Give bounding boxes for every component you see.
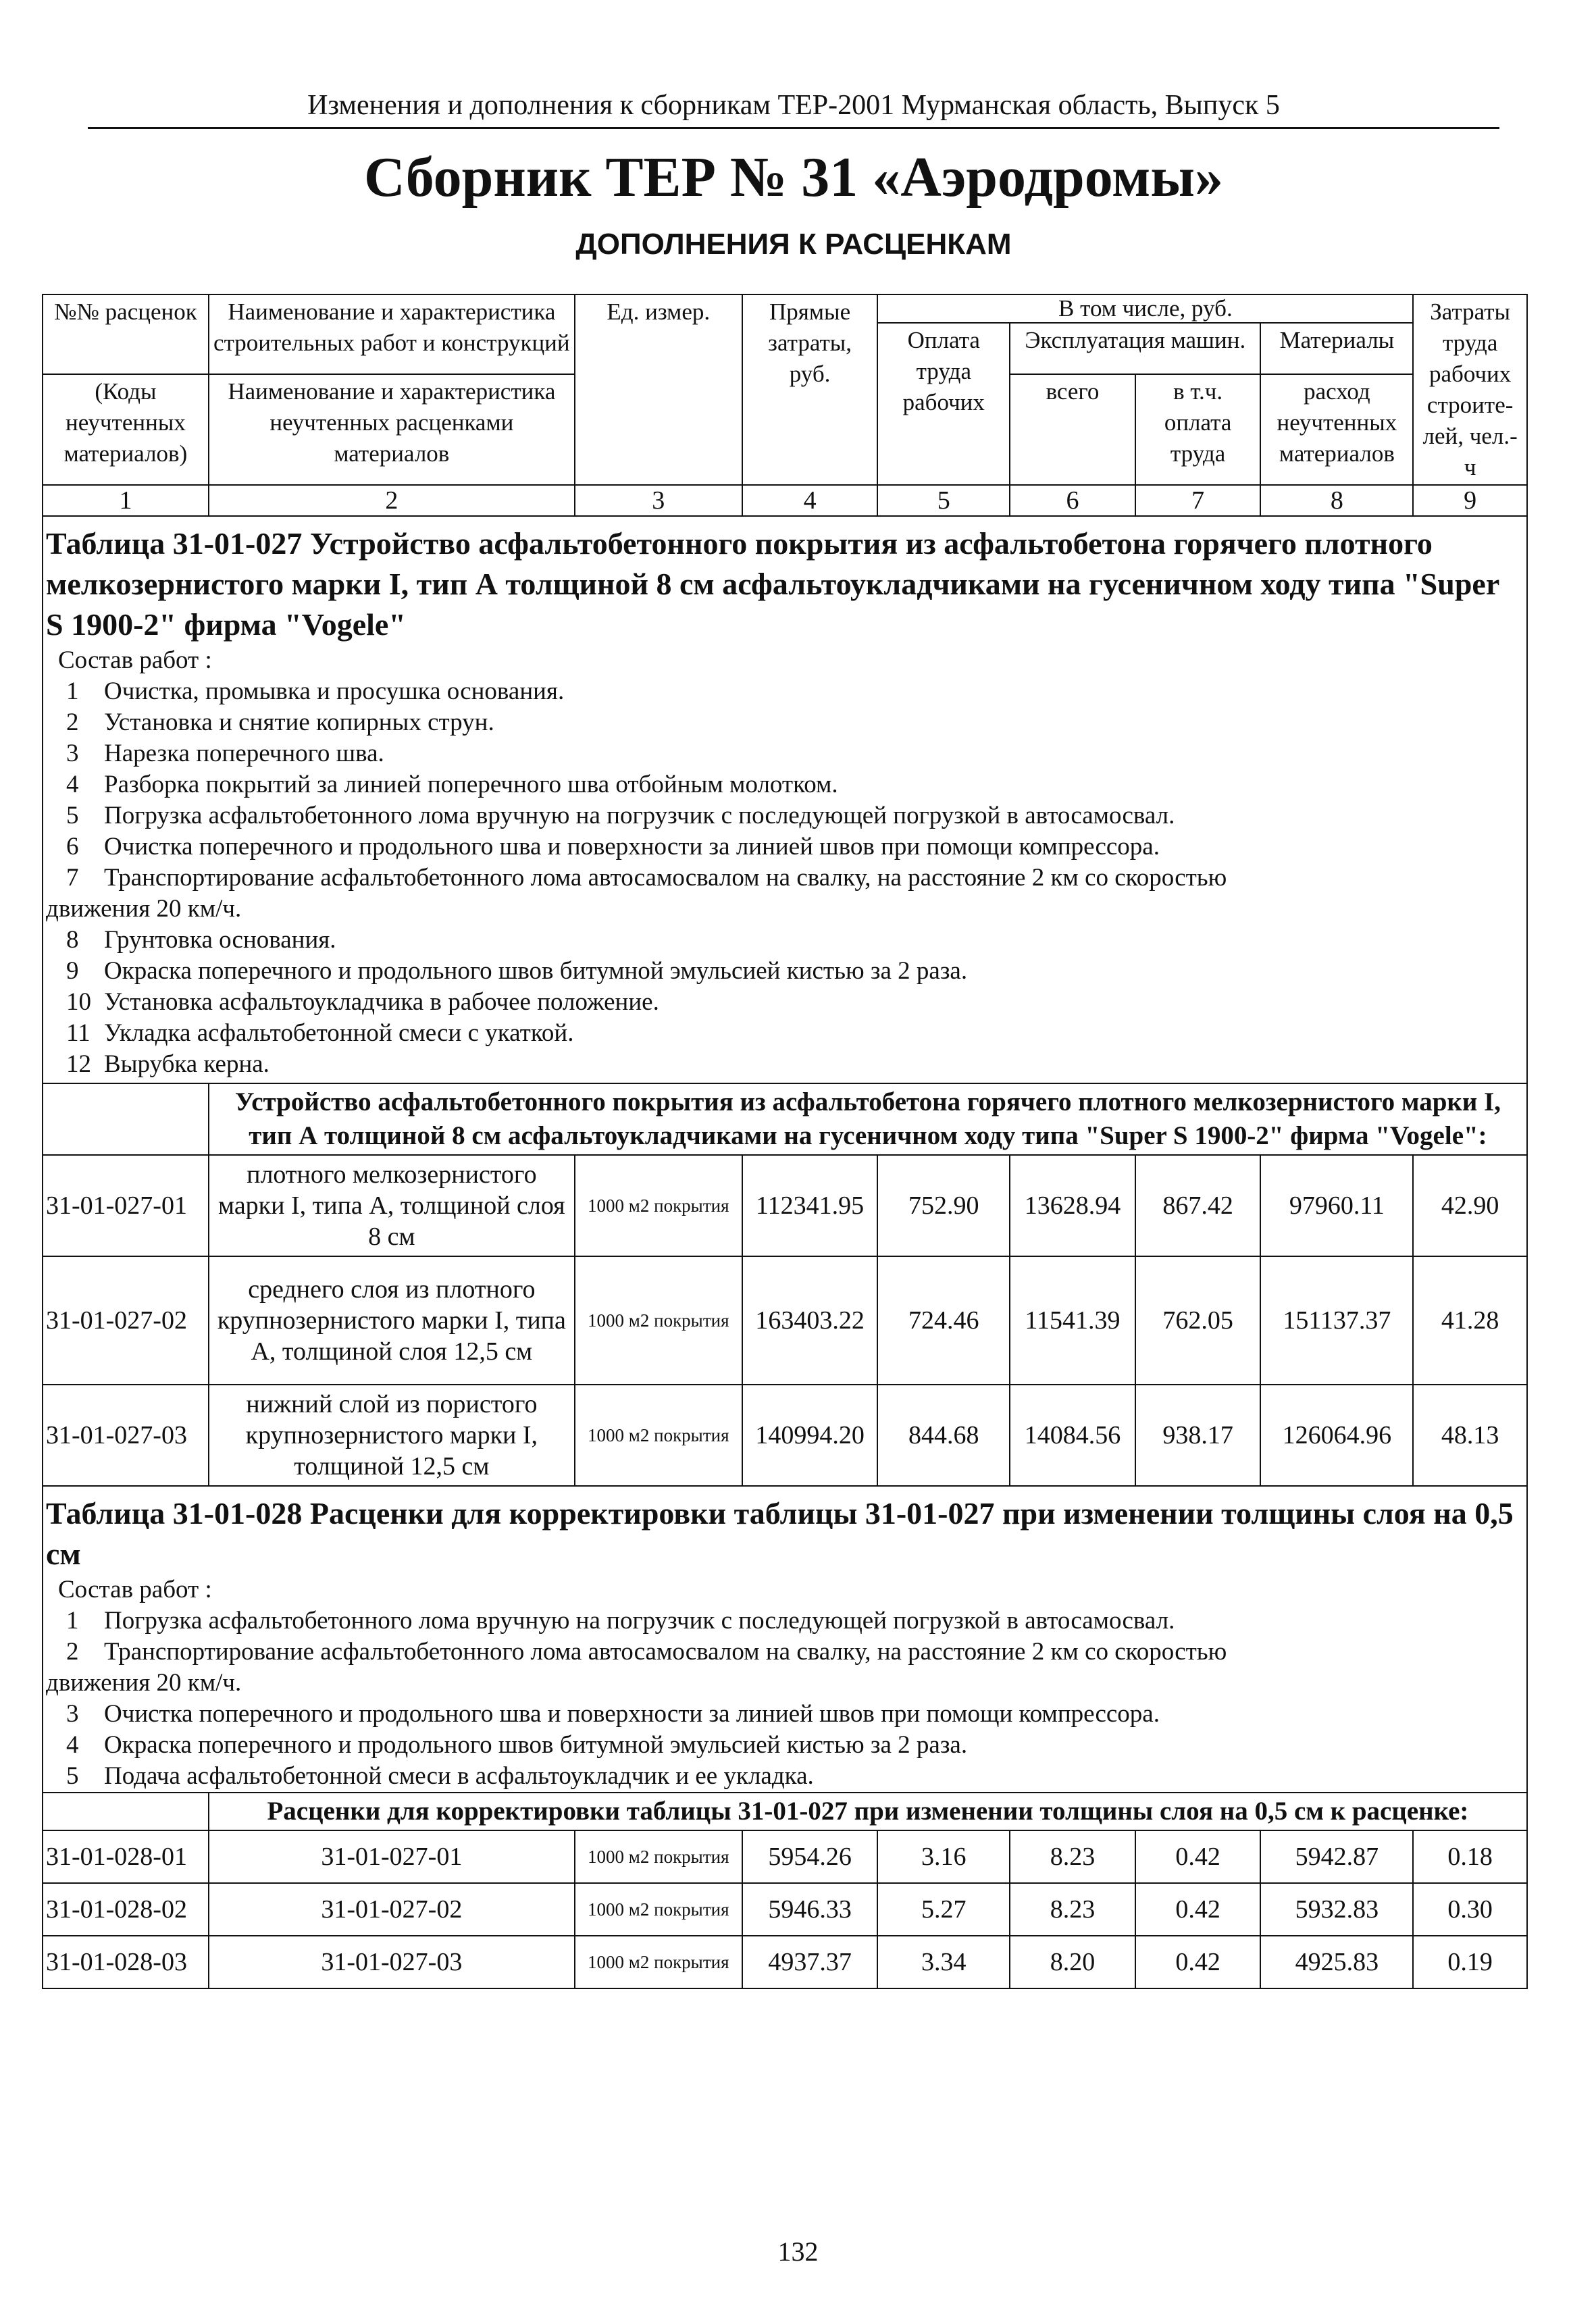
col-code-sub-header: (Коды неучтенных материалов) [43,374,209,485]
col-code-header: №№ расценок [43,294,209,374]
work-item: 1 Погрузка асфальтобетонного лома вручную на погрузчик с последующей погрузкой в автосамосвал. [66,1607,1175,1635]
work-item: 6 Очистка поперечного и продольного шва и поверхности за линией швов при помощи компрессора. [66,833,1160,860]
table-row: 31-01-027-02 среднего слоя из плотного крупнозернистого марки I, типа А, толщиной слоя 12,5 см 1000 м2 покрытия 163403.22 724.46 11541.39 762.05 151137.37 41.28 [43,1256,1527,1385]
table-row: 31-01-027-01 плотного мелкозернистого марки I, типа А, толщиной слоя 8 см 1000 м2 покрытия 112341.95 752.90 13628.94 867.42 97960.11 42.90 [43,1155,1527,1256]
table2-works-label: Состав работ : [58,1576,212,1603]
work-item: 3 Очистка поперечного и продольного шва и поверхности за линией швов при помощи компрессора. [66,1700,1160,1728]
work-item: 5 Погрузка асфальтобетонного лома вручную на погрузчик с последующей погрузкой в автосамосвал. [66,802,1175,829]
col-number: 9 [1413,485,1527,516]
col-name-header: Наименование и характеристика строительных работ и конструкций [209,294,575,374]
col-number: 5 [877,485,1010,516]
work-item: 5 Подача асфальтобетонной смеси в асфальтоукладчик и ее укладка. [66,1762,814,1790]
header-row-1 [43,294,1527,323]
table1-works-label: Состав работ : [58,646,212,674]
col-number: 8 [1260,485,1413,516]
table2-description [43,1486,1527,1793]
col-number: 3 [575,485,742,516]
col-name-sub-header: Наименование и характеристика неучтенных расценками материалов [209,374,575,485]
col-number: 4 [742,485,878,516]
col-machines-labor-header: в т.ч. оплата труда [1135,374,1261,485]
work-item: 2 Транспортирование асфальтобетонного лома автосамосвалом на свалку, на расстояние 2 км со скоростью движения 20 км/ч. [46,1638,1227,1697]
table-row: 31-01-028-03 31-01-027-03 1000 м2 покрытия 4937.37 3.34 8.20 0.42 4925.83 0.19 [43,1936,1527,1988]
col-unit-header: Ед. измер. [575,294,742,485]
table2-title: Таблица 31-01-028 Расценки для корректировки таблицы 31-01-027 при изменении толщины слоя на 0,5 см [46,1496,1514,1571]
work-item: 12 Вырубка керна. [66,1050,269,1078]
work-item: 4 Окраска поперечного и продольного швов битумной эмульсией кистью за 2 раза. [66,1731,968,1759]
col-number: 2 [209,485,575,516]
work-item: 9 Окраска поперечного и продольного швов битумной эмульсией кистью за 2 раза. [66,957,968,985]
col-hours-header: Затраты труда рабочих строите-лей, чел.-ч [1413,294,1527,485]
document-subtitle: ДОПОЛНЕНИЯ К РАСЦЕНКАМ [575,228,1012,261]
col-number: 1 [43,485,209,516]
work-item: 11 Укладка асфальтобетонной смеси с укаткой. [66,1019,574,1047]
col-group-header: В том числе, руб. [877,294,1413,323]
col-machines-total-header: всего [1010,374,1135,485]
work-item: 7 Транспортирование асфальтобетонного лома автосамосвалом на свалку, на расстояние 2 км со скоростью движения 20 км/ч. [46,864,1227,923]
table-row: 31-01-027-03 нижний слой из пористого крупнозернистого марки I, толщиной 12,5 см 1000 м2 покрытия 140994.20 844.68 14084.56 938.17 126064.96 48.13 [43,1385,1527,1486]
table2-group-header-row [43,1793,1527,1830]
table-row: 31-01-028-02 31-01-027-02 1000 м2 покрытия 5946.33 5.27 8.23 0.42 5932.83 0.30 [43,1883,1527,1936]
work-item: 10 Установка асфальтоукладчика в рабочее положение. [66,988,659,1016]
col-number: 6 [1010,485,1135,516]
work-item: 3 Нарезка поперечного шва. [66,740,384,767]
column-numbers-row [43,485,1527,516]
table1-title: Таблица 31-01-027 Устройство асфальтобетонного покрытия из асфальтобетона горячего плотного мелкозернистого марки I, тип А толщиной 8 см асфальтоукладчиками на гусеничном ходу типа "Super S 1900-2" фирма "Vogele" [46,526,1499,642]
col-direct-header: Прямые затраты, руб. [742,294,878,485]
col-number: 7 [1135,485,1261,516]
col-materials-sub-header: расход неучтенных материалов [1260,374,1413,485]
document-title: Сборник ТЕР № 31 «Аэродромы» [364,146,1223,209]
work-item: 2 Установка и снятие копирных струн. [66,709,494,736]
work-item: 1 Очистка, промывка и просушка основания. [66,677,565,705]
work-item: 8 Грунтовка основания. [66,926,336,954]
col-machines-group-header: Эксплуатация машин. [1010,323,1260,374]
work-item: 4 Разборка покрытий за линией поперечного шва отбойным молотком. [66,771,838,798]
table1-group-header: Устройство асфальтобетонного покрытия из асфальтобетона горячего плотного мелкозернистого марки I, тип А толщиной 8 см асфальтоукладчиками на гусеничном ходу типа "Super S 1900-2" фирма "Vogele": [209,1083,1527,1155]
col-materials-header: Материалы [1260,323,1413,374]
running-header: Изменения и дополнения к сборникам ТЕР-2001 Мурманская область, Выпуск 5 [88,86,1499,129]
col-labor-header: Оплата труда рабочих [877,323,1010,485]
table1-group-header-row [43,1083,1527,1155]
rates-table [42,294,1528,1989]
table2-group-header: Расценки для корректировки таблицы 31-01-027 при изменении толщины слоя на 0,5 см к расценке: [209,1793,1527,1830]
page-number: 132 [777,2236,819,2267]
table1-description [43,516,1527,1083]
table-row: 31-01-028-01 31-01-027-01 1000 м2 покрытия 5954.26 3.16 8.23 0.42 5942.87 0.18 [43,1830,1527,1883]
